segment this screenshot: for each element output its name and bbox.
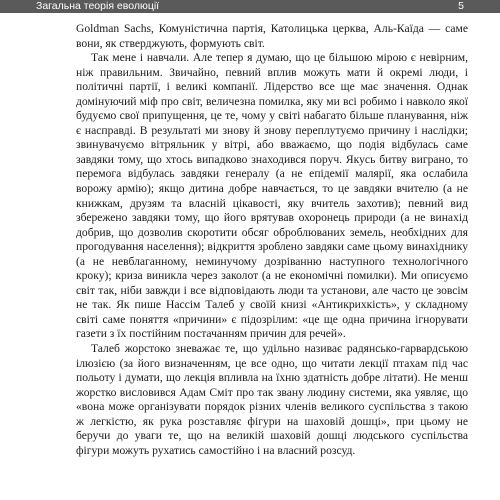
paragraph-taleb: Талеб жорстоко зневажає те, що удільно називає радянсько-гарвардською ілюзією (за його визначенням, це все одно, що читати лекції птахам під час польоту і думати, що лекція впливла на їхню здатність добре літати). Не менш жорстко висловився Адам Сміт про так звану людину системи, яка уявляє, що «вона може організувати порядок різних членів великого суспільства з такою ж легкістю, як рука розставляє фігури на шаховій дошці», при цьому не беручи до уваги те, що на великій шаховій дошці людського суспільства фігури можуть рухатись самостійно і на власний розсуд. [76,342,468,457]
body-text [76,22,468,458]
running-header-title: Загальна теорія еволюції [36,0,160,12]
paragraph-main: Так мене і навчали. Але тепер я думаю, що це більшою мірою є невірним, ніж правильним. Звичайно, певний вплив можуть мати й окремі люди, і політичні партії, і великі компанії. Лідерство все ще має значення. Однак домінуючий міф про світ, величезна помилка, яку ми всі робимо і навколо якої будуємо свої припущення, це те, чому у світі набагато більше планування, ніж є насправді. В результаті ми знову й знову переплутуємо причину і наслідки; звинувачуємо вітряльник у вітрі, або вважаємо, що подія відбулась саме завдяки тому, що хтось випадково знаходився поруч. Якусь битву виграно, то перемога відбулась завдяки генералу (а не епідемії малярії, яка ослабила ворожу армію); якщо дитина добре навчається, то це завдяки вчителю (а не книжкам, друзям та власній цікавості, яку вчитель захотив); певний вид збережено завдяки тому, що його врятував охоронець природи (а не винахід добрив, що дозволив скоротити обсяг оброблюваних земель, необхідних для прогодування населення); відкриття зроблено завдяки саме цьому винахіднику (а не невблаганному, неминучому дозріванню наступного технологічного кроку); криза виникла через заколот (а не економічні помилки). Ми описуємо світ так, ніби завжди і все відповідають люди та установи, але часто це зовсім не так. Як пише Нассім Талеб у своїй книзі «Антикрихкість», у складному світі саме поняття «причини» є підозрілим: «це ще одна причина ігнорувати газети з їх постійним постачанням причин для речей». [76,51,468,341]
paragraph-intro: Goldman Sachs, Комуністична партія, Католицька церква, Аль-Каїда — саме вони, як стверджують, формують світ. [76,22,468,50]
running-header [0,0,500,13]
page-number: 5 [458,0,464,12]
